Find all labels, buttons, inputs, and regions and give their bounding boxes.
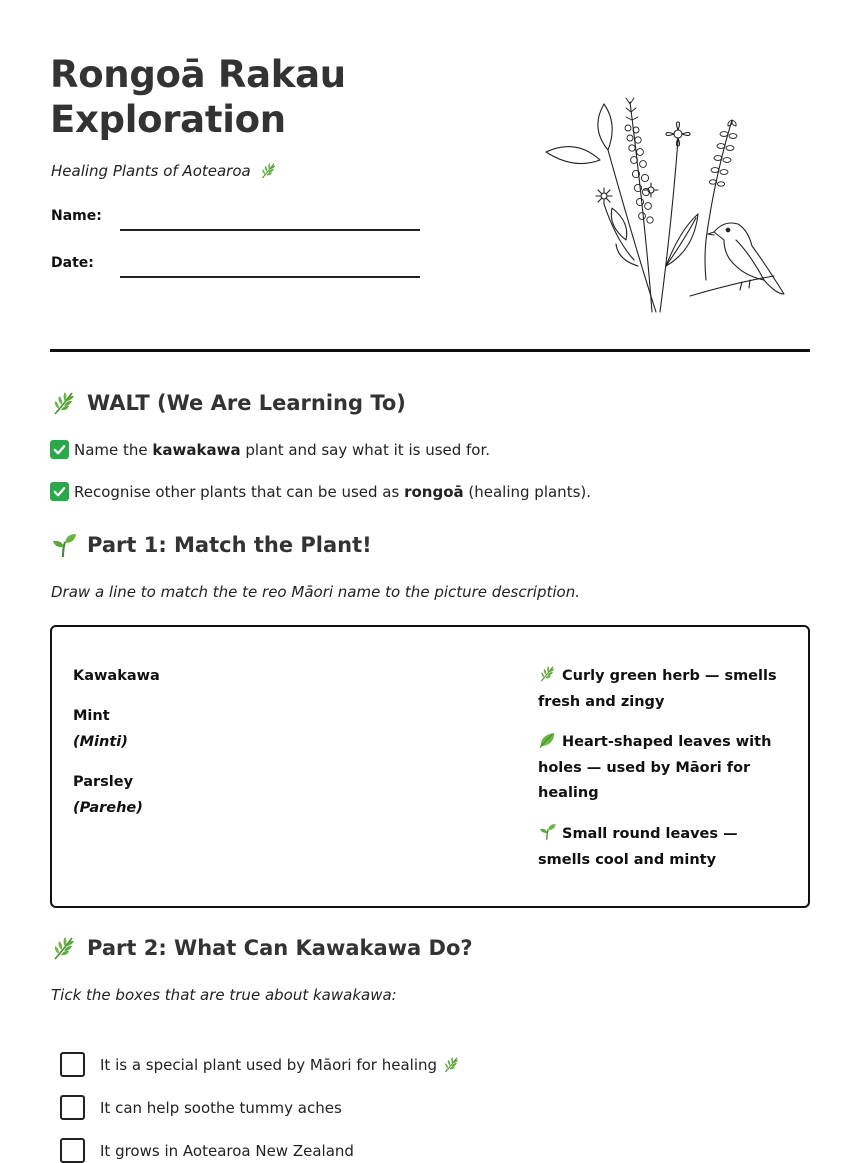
plants-and-bird-illustration bbox=[538, 90, 800, 318]
herb-icon bbox=[259, 161, 277, 179]
seedling-icon bbox=[50, 531, 78, 559]
part2-heading-text: Part 2: What Can Kawakawa Do? bbox=[87, 936, 473, 960]
herb-icon bbox=[442, 1055, 461, 1074]
checklist-item-text: It grows in Aotearoa New Zealand bbox=[100, 1141, 354, 1160]
checklist-item bbox=[60, 1095, 342, 1120]
checklist-item-text: It can help soothe tummy aches bbox=[100, 1098, 342, 1117]
subtitle-text: Healing Plants of Aotearoa bbox=[51, 162, 251, 180]
header-divider bbox=[50, 349, 810, 352]
description-heart-leaves[interactable]: Heart-shaped leaves with holes — used by Māori for healing bbox=[538, 730, 788, 807]
herb-icon bbox=[50, 934, 78, 962]
part1-heading-text: Part 1: Match the Plant! bbox=[87, 533, 372, 557]
walt-item bbox=[50, 440, 490, 459]
part1-instructions: Draw a line to match the te reo Māori name to the picture description. bbox=[51, 583, 580, 601]
walt-heading bbox=[50, 389, 406, 417]
checklist-item-text: It is a special plant used by Māori for healing bbox=[100, 1055, 438, 1074]
matching-box bbox=[50, 625, 810, 908]
date-field[interactable] bbox=[120, 276, 420, 278]
checkbox[interactable] bbox=[60, 1052, 85, 1077]
seedling-icon bbox=[538, 822, 557, 841]
herb-icon bbox=[538, 664, 557, 683]
description-round-leaves[interactable]: Small round leaves — smells cool and minty bbox=[538, 822, 788, 873]
check-mark-button-icon bbox=[50, 440, 69, 459]
checkbox[interactable] bbox=[60, 1095, 85, 1120]
name-label: Name: bbox=[51, 208, 102, 224]
page-subtitle bbox=[51, 161, 277, 180]
check-mark-button-icon bbox=[50, 482, 69, 501]
herb-icon bbox=[50, 389, 78, 417]
part2-heading bbox=[50, 934, 473, 962]
walt-heading-text: WALT (We Are Learning To) bbox=[87, 391, 406, 415]
plant-name-mint[interactable]: Mint bbox=[73, 708, 110, 724]
leaf-icon bbox=[538, 730, 557, 749]
checklist-item bbox=[60, 1138, 354, 1163]
plant-name-parsley[interactable]: Parsley bbox=[73, 774, 134, 790]
page-title bbox=[50, 52, 346, 142]
walt-item bbox=[50, 482, 591, 501]
name-field[interactable] bbox=[120, 229, 420, 231]
title-line-1: Rongoā Rakau bbox=[50, 53, 346, 96]
part1-heading bbox=[50, 531, 372, 559]
part2-instructions: Tick the boxes that are true about kawakawa: bbox=[51, 986, 397, 1004]
date-label: Date: bbox=[51, 255, 94, 271]
title-line-2: Exploration bbox=[50, 98, 286, 141]
description-curly-herb[interactable]: Curly green herb — smells fresh and zingy bbox=[538, 664, 788, 715]
walt-item-text: Name the kawakawa plant and say what it is used for. bbox=[74, 440, 491, 459]
plant-sub-minti: (Minti) bbox=[73, 734, 128, 750]
plant-name-kawakawa[interactable]: Kawakawa bbox=[73, 668, 160, 684]
checklist-item bbox=[60, 1052, 461, 1077]
checkbox[interactable] bbox=[60, 1138, 85, 1163]
plant-sub-parehe: (Parehe) bbox=[73, 800, 143, 816]
walt-item-text: Recognise other plants that can be used as rongoā (healing plants). bbox=[74, 482, 592, 501]
